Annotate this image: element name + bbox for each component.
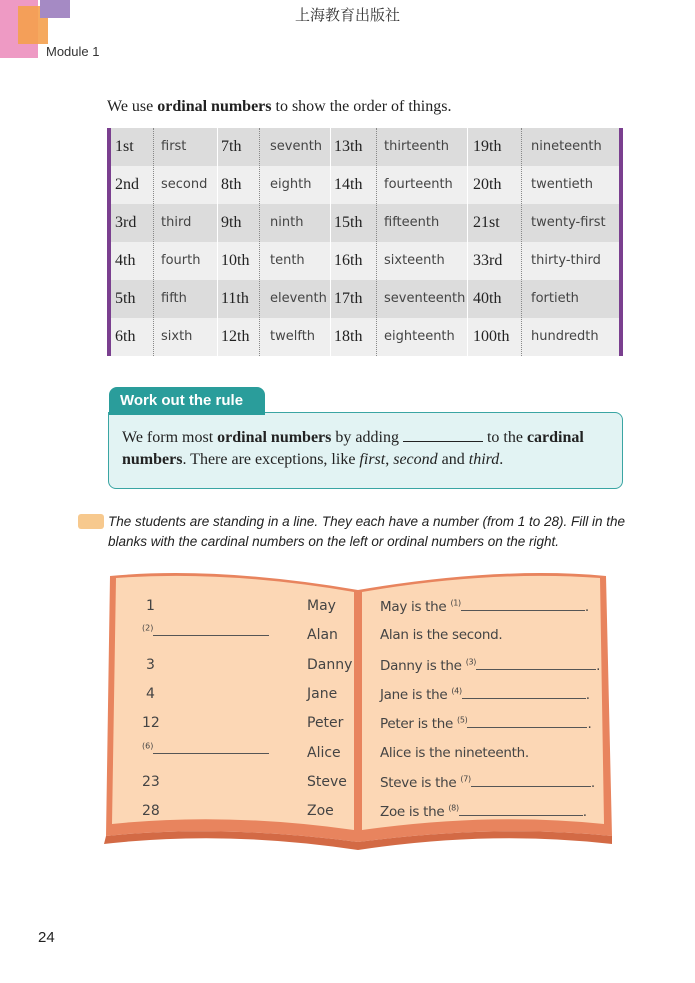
ordinal-word: fourth bbox=[161, 253, 201, 268]
student-number: 23 bbox=[142, 774, 160, 790]
ordinal-table-row bbox=[111, 128, 619, 166]
ordinal-abbrev: 1st bbox=[115, 138, 134, 155]
student-number: 28 bbox=[142, 803, 160, 819]
rule-text: We form most ordinal numbers by adding to the cardinal numbers. There are exceptions, like first, second and third. bbox=[122, 429, 584, 468]
intro-sentence: We use ordinal numbers to show the order of things. bbox=[107, 98, 452, 115]
sentence-start: Zoe is the bbox=[380, 804, 449, 820]
ordinal-word: tenth bbox=[270, 253, 305, 268]
ordinal-abbrev: 14th bbox=[334, 176, 363, 193]
ordinal-word: first bbox=[161, 139, 187, 154]
answer-line[interactable] bbox=[153, 623, 269, 636]
student-name: Steve bbox=[307, 774, 347, 790]
ordinal-abbrev: 9th bbox=[221, 214, 242, 231]
ordinal-sentence: Alice is the nineteenth. bbox=[380, 745, 529, 761]
blank-index: (5) bbox=[457, 715, 468, 725]
sentence-start: May is the bbox=[380, 599, 451, 615]
table-column-divider bbox=[330, 128, 331, 356]
ordinal-abbrev: 7th bbox=[221, 138, 242, 155]
ordinal-abbrev: 33rd bbox=[473, 252, 503, 269]
blank-index: (6) bbox=[142, 741, 154, 751]
ordinal-sentence bbox=[380, 686, 590, 703]
ordinal-abbrev: 19th bbox=[473, 138, 502, 155]
ordinal-abbrev: 11th bbox=[221, 290, 249, 307]
table-column-divider bbox=[217, 128, 218, 356]
ordinal-word: twelfth bbox=[270, 329, 316, 344]
ordinal-abbrev: 18th bbox=[334, 328, 363, 345]
answer-line[interactable] bbox=[471, 774, 591, 787]
table-divider bbox=[153, 128, 154, 356]
table-divider bbox=[259, 128, 260, 356]
student-name: May bbox=[307, 598, 336, 614]
ordinal-word: thirteenth bbox=[384, 139, 449, 154]
sentence-start: Jane is the bbox=[380, 687, 452, 703]
answer-line[interactable] bbox=[459, 803, 583, 816]
instruction-marker bbox=[78, 514, 104, 529]
ordinal-abbrev: 100th bbox=[473, 328, 510, 345]
student-name: Alan bbox=[307, 627, 338, 643]
student-name: Danny bbox=[307, 657, 353, 673]
blank-index: (3) bbox=[465, 657, 477, 667]
sentence-end: . bbox=[582, 804, 587, 820]
ordinal-table-row bbox=[111, 204, 619, 242]
rule-title: Work out the rule bbox=[109, 387, 265, 415]
ordinal-word: hundredth bbox=[531, 329, 599, 344]
sentence-start: Danny is the bbox=[380, 658, 466, 674]
blank-index: (1) bbox=[450, 598, 461, 608]
ordinal-word: sixth bbox=[161, 329, 193, 344]
ordinal-word: nineteenth bbox=[531, 139, 602, 154]
student-number: 3 bbox=[146, 657, 155, 673]
ordinal-table-row bbox=[111, 166, 619, 204]
ordinal-word: fourteenth bbox=[384, 177, 453, 192]
blank-index: (7) bbox=[460, 774, 471, 784]
ordinal-table-row bbox=[111, 318, 619, 356]
answer-line[interactable] bbox=[461, 598, 585, 611]
student-number: 1 bbox=[146, 598, 155, 614]
ordinal-abbrev: 3rd bbox=[115, 214, 137, 231]
ordinal-sentence bbox=[380, 598, 589, 615]
ordinal-table-row bbox=[111, 242, 619, 280]
ordinal-table-row bbox=[111, 280, 619, 318]
ordinal-word: thirty-third bbox=[531, 253, 601, 268]
ordinal-word: second bbox=[161, 177, 208, 192]
ordinal-abbrev: 20th bbox=[473, 176, 502, 193]
number-blank[interactable] bbox=[142, 623, 269, 640]
answer-line[interactable] bbox=[476, 657, 596, 670]
sentence-start: Steve is the bbox=[380, 775, 461, 791]
ordinal-word: ninth bbox=[270, 215, 304, 230]
ordinal-abbrev: 21st bbox=[473, 214, 500, 231]
ordinal-sentence: Alan is the second. bbox=[380, 627, 503, 643]
ordinal-abbrev: 13th bbox=[334, 138, 363, 155]
ordinal-sentence bbox=[380, 657, 600, 674]
blank-index: (4) bbox=[451, 686, 462, 696]
answer-line[interactable] bbox=[462, 686, 586, 699]
ordinal-sentence bbox=[380, 774, 595, 791]
student-number: 4 bbox=[146, 686, 155, 702]
sentence-start: Peter is the bbox=[380, 716, 458, 732]
blank-index: (2) bbox=[142, 623, 154, 633]
ordinal-abbrev: 17th bbox=[334, 290, 363, 307]
table-divider bbox=[521, 128, 522, 356]
student-name: Zoe bbox=[307, 803, 334, 819]
ordinal-word: third bbox=[161, 215, 192, 230]
ordinal-abbrev: 10th bbox=[221, 252, 250, 269]
rule-blank[interactable] bbox=[403, 427, 483, 442]
answer-line[interactable] bbox=[153, 741, 269, 754]
exercise-instruction: The students are standing in a line. They each have a number (from 1 to 28). Fill in the blanks with the cardinal numbers on the left or ordinal numbers on the right. bbox=[108, 514, 626, 549]
ordinal-word: twenty-first bbox=[531, 215, 606, 230]
ordinal-word: twentieth bbox=[531, 177, 594, 192]
answer-line[interactable] bbox=[467, 715, 587, 728]
ordinal-abbrev: 40th bbox=[473, 290, 502, 307]
ordinal-abbrev: 12th bbox=[221, 328, 250, 345]
ordinal-word: eleventh bbox=[270, 291, 327, 306]
ordinal-abbrev: 4th bbox=[115, 252, 136, 269]
sentence-end: . bbox=[590, 775, 595, 791]
ordinal-word: fifth bbox=[161, 291, 187, 306]
sentence-end: . bbox=[587, 716, 592, 732]
ordinal-word: seventh bbox=[270, 139, 323, 154]
sentence-end: . bbox=[584, 599, 589, 615]
module-label: Module 1 bbox=[46, 44, 100, 59]
table-divider bbox=[376, 128, 377, 356]
table-column-divider bbox=[467, 128, 468, 356]
blank-index: (8) bbox=[448, 803, 459, 813]
ordinal-abbrev: 2nd bbox=[115, 176, 139, 193]
student-name: Jane bbox=[307, 686, 338, 702]
number-blank[interactable] bbox=[142, 741, 269, 758]
sentence-end: . bbox=[585, 687, 590, 703]
ordinal-word: seventeenth bbox=[384, 291, 466, 306]
page-number: 24 bbox=[38, 929, 55, 946]
publisher-header: 上海教育出版社 bbox=[294, 6, 400, 24]
ordinal-word: eighth bbox=[270, 177, 312, 192]
ordinal-abbrev: 5th bbox=[115, 290, 136, 307]
ordinal-abbrev: 15th bbox=[334, 214, 363, 231]
ordinal-numbers-table bbox=[107, 128, 623, 356]
ordinal-sentence bbox=[380, 715, 591, 732]
ordinal-word: eighteenth bbox=[384, 329, 455, 344]
ordinal-abbrev: 8th bbox=[221, 176, 242, 193]
ordinal-word: sixteenth bbox=[384, 253, 445, 268]
ordinal-sentence bbox=[380, 803, 587, 820]
student-number: 12 bbox=[142, 715, 160, 731]
sentence-end: . bbox=[596, 658, 601, 674]
ordinal-word: fortieth bbox=[531, 291, 579, 306]
student-name: Peter bbox=[307, 715, 344, 731]
ordinal-abbrev: 6th bbox=[115, 328, 136, 345]
ordinal-abbrev: 16th bbox=[334, 252, 363, 269]
ordinal-word: fifteenth bbox=[384, 215, 440, 230]
student-name: Alice bbox=[307, 745, 341, 761]
